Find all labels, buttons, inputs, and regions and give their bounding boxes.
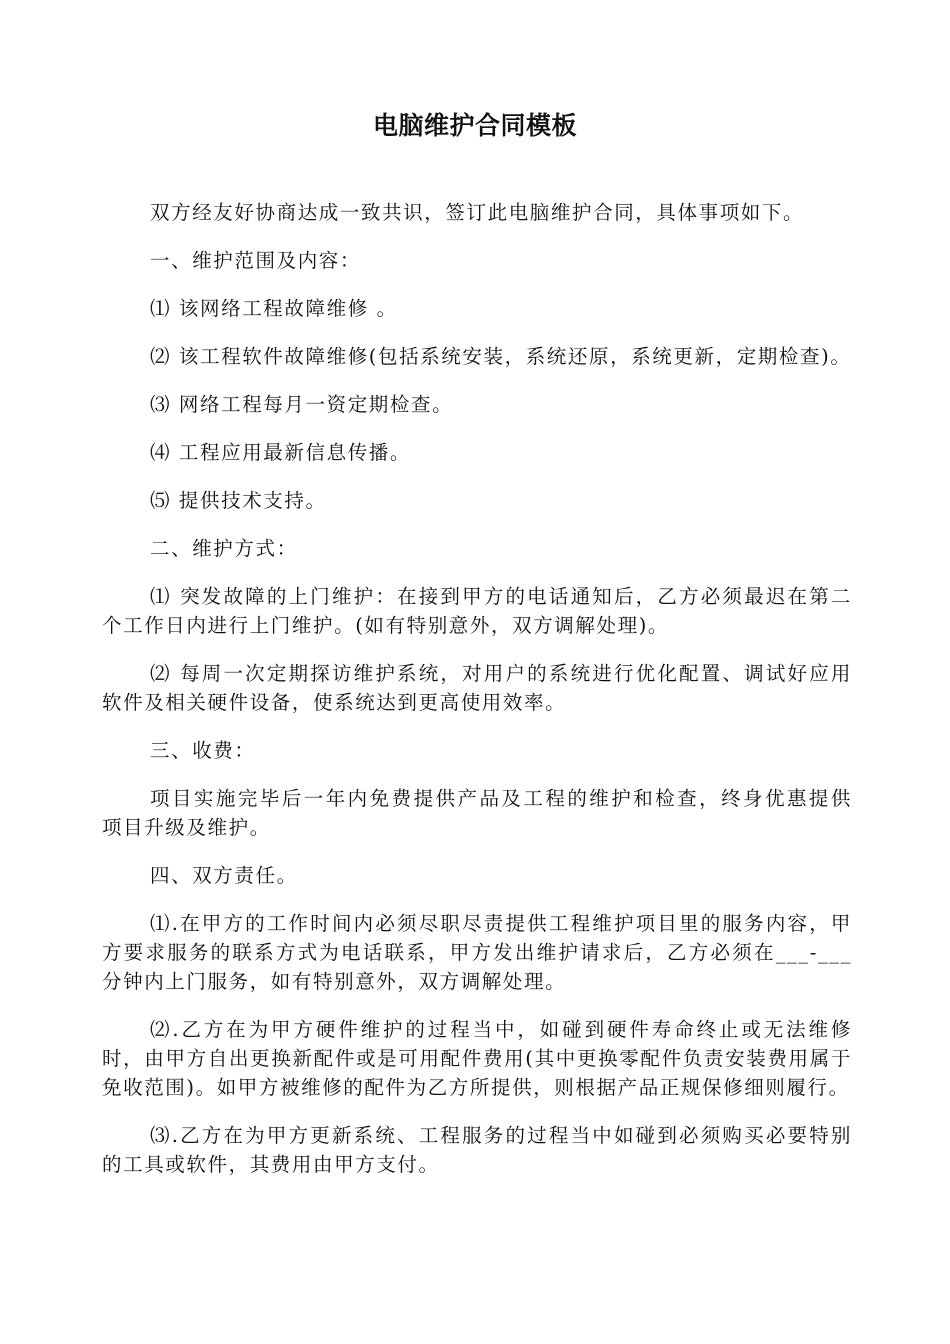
scope-item-5: ⑸ 提供技术支持。 xyxy=(150,489,327,512)
document-title: 电脑维护合同模板 xyxy=(372,111,577,140)
section-heading-method: 二、维护方式： xyxy=(150,537,298,560)
method-item-1: ⑴ 突发故障的上门维护：在接到甲方的电话通知后，乙方必须最迟在第二个工作日内进行上门维护。(如有特别意外，双方调解处理)。 xyxy=(102,585,852,637)
intro-paragraph: 双方经友好协商达成一致共识，签订此电脑维护合同，具体事项如下。 xyxy=(150,201,805,224)
section-heading-responsibilities: 四、双方责任。 xyxy=(150,864,298,887)
responsibility-item-2: ⑵.乙方在为甲方硬件维护的过程当中，如碰到硬件寿命终止或无法维修时，由甲方自出更换新配件或是可用配件费用(其中更换零配件负责安装费用属于免收范围)。如甲方被维修的配件为乙方所提供，则根据产品正规保修细则履行。 xyxy=(102,1018,852,1099)
section-heading-scope: 一、维护范围及内容： xyxy=(150,249,362,272)
document-body xyxy=(102,198,852,1198)
section-heading-fees: 三、收费： xyxy=(150,739,256,762)
fees-paragraph: 项目实施完毕后一年内免费提供产品及工程的维护和检查，终身优惠提供 项目升级及维护。 xyxy=(102,787,852,839)
scope-item-2: ⑵ 该工程软件故障维修(包括系统安装，系统还原，系统更新，定期检查)。 xyxy=(150,345,852,368)
method-item-2: ⑵ 每周一次定期探访维护系统，对用户的系统进行优化配置、调试好应用软件及相关硬件设备，使系统达到更高使用效率。 xyxy=(102,662,852,714)
responsibility-item-1: ⑴.在甲方的工作时间内必须尽职尽责提供工程维护项目里的服务内容，甲方要求服务的联系方式为电话联系，甲方发出维护请求后，乙方必须在___-___分钟内上门服务，如有特别意外，双方调解处理。 xyxy=(102,912,852,993)
scope-item-1: ⑴ 该网络工程故障维修 。 xyxy=(150,297,398,320)
scope-item-3: ⑶ 网络工程每月一资定期检查。 xyxy=(150,393,454,416)
scope-item-4: ⑷ 工程应用最新信息传播。 xyxy=(150,441,411,464)
responsibility-item-3: ⑶.乙方在为甲方更新系统、工程服务的过程当中如碰到必须购买必要特别的工具或软件，其费用由甲方支付。 xyxy=(102,1124,852,1176)
